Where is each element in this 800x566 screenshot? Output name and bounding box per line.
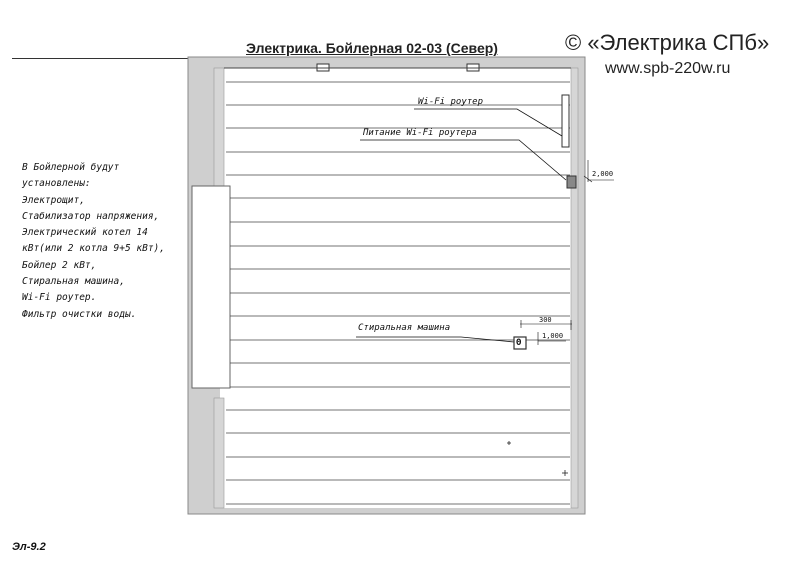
note-line: кВт(или 2 котла 9+5 кВт), xyxy=(22,243,165,255)
socket-icon: Θ xyxy=(516,338,522,348)
wifi-router-symbol xyxy=(562,95,569,147)
router-socket-symbol xyxy=(567,176,576,188)
note-line: Стиральная машина, xyxy=(22,276,125,288)
wifi-power-label: Питание Wi-Fi роутера xyxy=(363,128,477,138)
note-line: Wi-Fi роутер. xyxy=(22,292,97,304)
washing-machine-label: Стиральная машина xyxy=(358,323,451,333)
note-line: Электрический котел 14 xyxy=(22,227,148,239)
doorway xyxy=(192,186,230,388)
note-line: установлены: xyxy=(22,178,91,190)
note-line: Фильтр очистки воды. xyxy=(22,308,137,320)
wall-left-lower xyxy=(214,398,224,508)
dimension-washer-height: 1,000 xyxy=(542,332,564,340)
drawing-title: Электрика. Бойлерная 02-03 (Север) xyxy=(246,40,498,56)
copyright-text: © «Электрика СПб» xyxy=(565,30,770,55)
note-line: Электрощит, xyxy=(22,194,85,206)
note-line: В Бойлерной будут xyxy=(22,162,120,173)
wall-right xyxy=(571,68,578,508)
note-line: Стабилизатор напряжения, xyxy=(22,210,160,222)
dimension-washer-offset: 300 xyxy=(539,316,552,324)
sheet-code: Эл-9.2 xyxy=(12,541,46,553)
note-line: Бойлер 2 кВт, xyxy=(22,259,97,271)
wall-left-upper xyxy=(214,68,224,186)
wifi-router-label: Wi-Fi роутер xyxy=(418,97,484,107)
dimension-router-height: 2,000 xyxy=(592,170,614,178)
website-url[interactable]: www.spb-220w.ru xyxy=(605,60,731,77)
